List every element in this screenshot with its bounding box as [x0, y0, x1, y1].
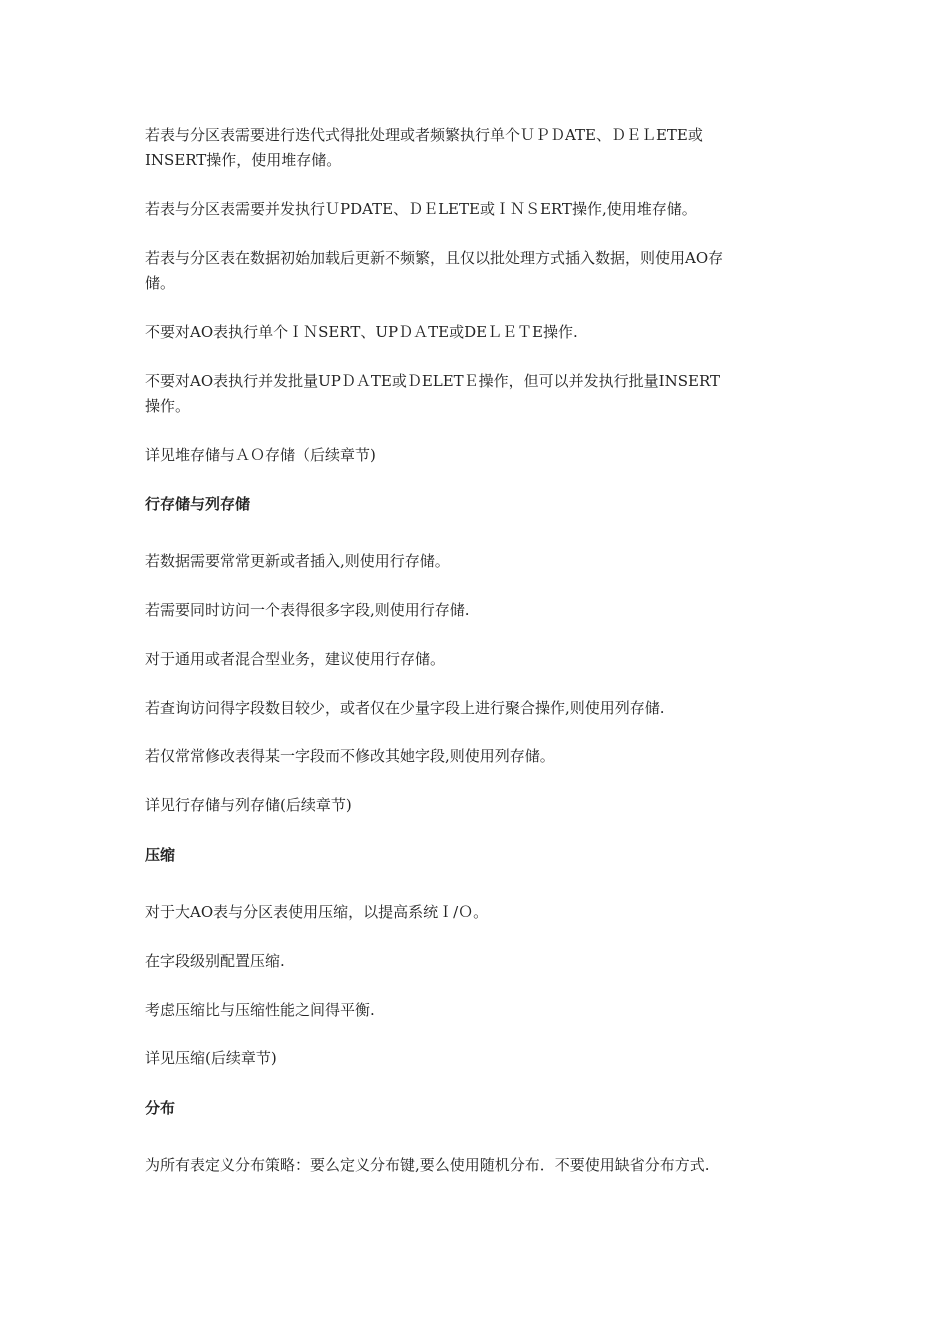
paragraph-compression-ao: 对于大AO表与分区表使用压缩，以提高系统Ｉ/Ｏ。: [145, 903, 489, 921]
paragraph-ao-single-ops: 不要对AO表执行单个ＩＮSERT、UPＤＡTE或DEＬＥＴE操作.: [145, 323, 578, 341]
section-heading-row-column: 行存储与列存储: [145, 495, 251, 513]
paragraph-compression-field-level: 在字段级别配置压缩.: [145, 952, 285, 970]
paragraph-distribution-policy: 为所有表定义分布策略：要么定义分布键,要么使用随机分布．不要使用缺省分布方式.: [145, 1156, 710, 1174]
paragraph-heap-ao-reference: 详见堆存储与ＡＯ存储（后续章节): [145, 446, 376, 464]
section-heading-distribution: 分布: [145, 1099, 176, 1117]
section-heading-compression: 压缩: [145, 846, 176, 864]
paragraph-column-few-fields: 若查询访问得字段数目较少，或者仅在少量字段上进行聚合操作,则使用列存储.: [145, 699, 665, 717]
paragraph-column-single-field: 若仅常常修改表得某一字段而不修改其她字段,则使用列存储。: [145, 747, 555, 765]
paragraph-compression-reference: 详见压缩(后续章节): [145, 1049, 277, 1067]
paragraph-row-column-reference: 详见行存储与列存储(后续章节): [145, 796, 352, 814]
paragraph-heap-concurrent: 若表与分区表需要并发执行ＵPDATE、ＤＥLETE或ＩＮＳERT操作,使用堆存储。: [145, 200, 697, 218]
paragraph-ao-storage: 若表与分区表在数据初始加载后更新不频繁，且仅以批处理方式插入数据，则使用AO存 储。: [145, 249, 724, 292]
paragraph-compression-balance: 考虑压缩比与压缩性能之间得平衡.: [145, 1001, 375, 1019]
paragraph-row-many-fields: 若需要同时访问一个表得很多字段,则使用行存储.: [145, 601, 470, 619]
paragraph-heap-batch: 若表与分区表需要进行迭代式得批处理或者频繁执行单个ＵＰＤATE、ＤＥＬETE或 INSERT操作，使用堆存储。: [145, 126, 703, 169]
paragraph-ao-concurrent-ops: 不要对AO表执行并发批量UPＤＡTE或ＤELETＥ操作，但可以并发执行批量INSERT 操作。: [145, 372, 720, 415]
paragraph-row-update: 若数据需要常常更新或者插入,则使用行存储。: [145, 552, 450, 570]
paragraph-row-general: 对于通用或者混合型业务，建议使用行存储。: [145, 650, 446, 668]
